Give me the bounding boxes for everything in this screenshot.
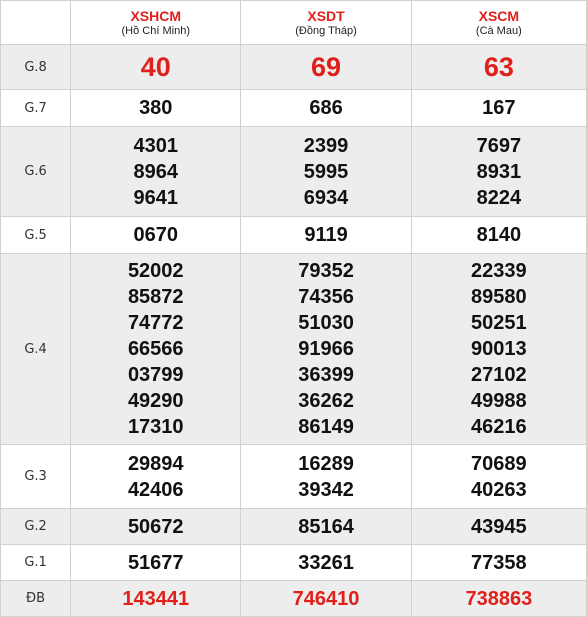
prize-number: 40 (140, 52, 171, 82)
prize-number: 51030 (298, 312, 354, 334)
prize-label: G.4 (1, 254, 71, 445)
prize-number: 33261 (298, 551, 354, 574)
prize-row-g7 (1, 90, 587, 127)
prize-number: 43945 (471, 515, 527, 538)
prize-cell (241, 545, 411, 581)
prize-number: 74772 (127, 312, 184, 334)
prize-cell (241, 509, 411, 545)
prize-cell (411, 217, 586, 254)
prize-cell (71, 509, 241, 545)
prize-number: 39342 (298, 478, 354, 501)
prize-cell (71, 254, 241, 445)
prize-number: 49290 (127, 390, 184, 412)
prize-number: 29894 (127, 452, 184, 475)
prize-row-g8 (1, 45, 587, 90)
prize-label: G.5 (1, 217, 71, 254)
prize-cell (241, 445, 411, 509)
prize-cell (241, 254, 411, 445)
prize-label: G.6 (1, 127, 71, 217)
province-code[interactable]: XSDT (307, 7, 345, 24)
province-header[interactable] (241, 1, 411, 45)
prize-number: 686 (309, 97, 343, 119)
special-prize-number: 746410 (292, 587, 360, 610)
prize-cell (71, 45, 241, 90)
prize-number: 40263 (471, 478, 527, 501)
prize-cell (241, 45, 411, 90)
prize-number: 85872 (127, 286, 184, 308)
prize-number: 46216 (471, 416, 527, 438)
prize-number: 03799 (127, 364, 184, 386)
prize-cell (411, 90, 586, 127)
province-name: (Cà Mau) (475, 24, 522, 37)
prize-cell (411, 445, 586, 509)
prize-number: 50251 (471, 312, 527, 334)
province-header[interactable] (411, 1, 586, 45)
prize-number: 167 (482, 97, 516, 119)
prize-number: 51677 (127, 551, 184, 574)
prize-number: 8140 (476, 224, 522, 246)
prize-cell (71, 581, 241, 617)
prize-number: 2399 (303, 134, 349, 157)
prize-number: 8964 (133, 160, 178, 183)
prize-number: 7697 (476, 134, 522, 157)
prize-number: 5995 (303, 160, 349, 183)
prize-cell (241, 581, 411, 617)
prize-row-special (1, 581, 587, 617)
prize-number: 16289 (298, 452, 354, 475)
prize-number: 66566 (127, 338, 184, 360)
prize-label: G.3 (1, 445, 71, 509)
prize-number: 42406 (127, 478, 184, 501)
prize-number: 77358 (471, 551, 527, 574)
province-code[interactable]: XSHCM (130, 7, 182, 24)
prize-cell (411, 581, 586, 617)
prize-label: G.8 (1, 45, 71, 90)
prize-number: 90013 (471, 338, 527, 360)
prize-row-g2 (1, 509, 587, 545)
prize-number: 36399 (298, 364, 354, 386)
prize-number: 49988 (471, 390, 527, 412)
prize-number: 70689 (471, 452, 527, 475)
prize-label: G.2 (1, 509, 71, 545)
special-prize-number: 143441 (122, 587, 190, 610)
prize-number: 50672 (127, 515, 184, 538)
prize-row-g5 (1, 217, 587, 254)
province-name: (Hồ Chí Minh) (121, 24, 190, 37)
prize-row-g3 (1, 445, 587, 509)
prize-cell (241, 127, 411, 217)
prize-row-g1 (1, 545, 587, 581)
prize-number: 17310 (127, 416, 184, 438)
prize-cell (71, 217, 241, 254)
header-corner (1, 1, 71, 45)
prize-cell (71, 545, 241, 581)
prize-number: 6934 (303, 186, 349, 209)
prize-number: 52002 (127, 260, 184, 282)
prize-number: 89580 (471, 286, 527, 308)
prize-cell (71, 127, 241, 217)
prize-label: G.7 (1, 90, 71, 127)
prize-number: 69 (311, 52, 342, 82)
header-row (1, 1, 587, 45)
prize-cell (241, 90, 411, 127)
prize-row-g4 (1, 254, 587, 445)
prize-number: 9641 (133, 186, 178, 209)
prize-cell (71, 90, 241, 127)
province-name: (Đồng Tháp) (295, 24, 357, 37)
prize-cell (411, 509, 586, 545)
prize-number: 8224 (476, 186, 522, 209)
prize-cell (241, 217, 411, 254)
prize-number: 74356 (298, 286, 354, 308)
prize-label: ĐB (1, 581, 71, 617)
prize-row-g6 (1, 127, 587, 217)
prize-cell (411, 127, 586, 217)
prize-number: 22339 (471, 260, 527, 282)
prize-cell (411, 254, 586, 445)
prize-number: 0670 (133, 224, 178, 246)
special-prize-number: 738863 (465, 587, 533, 610)
prize-number: 63 (483, 52, 514, 82)
prize-cell (71, 445, 241, 509)
prize-number: 8931 (476, 160, 522, 183)
prize-number: 91966 (298, 338, 354, 360)
prize-number: 27102 (471, 364, 527, 386)
prize-number: 85164 (298, 515, 354, 538)
province-header[interactable] (71, 1, 241, 45)
prize-number: 9119 (304, 224, 348, 246)
prize-number: 4301 (133, 134, 178, 157)
prize-number: 36262 (298, 390, 354, 412)
prize-number: 79352 (298, 260, 354, 282)
prize-cell (411, 545, 586, 581)
prize-cell (411, 45, 586, 90)
province-code[interactable]: XSCM (478, 7, 520, 24)
prize-number: 86149 (298, 416, 354, 438)
prize-number: 380 (139, 97, 173, 119)
prize-label: G.1 (1, 545, 71, 581)
